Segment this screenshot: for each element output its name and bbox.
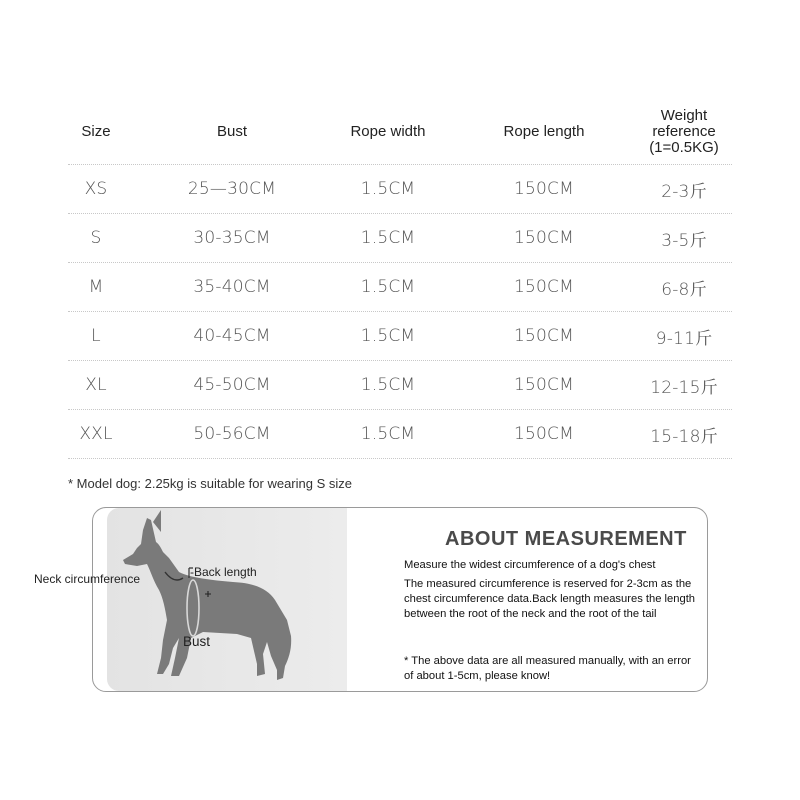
- cell-rope-width: 1.5CM: [360, 375, 416, 395]
- cell-weight: 9-11斤: [655, 328, 713, 349]
- cell-rope-length: 150CM: [514, 375, 574, 395]
- cell-rope-width: 1.5CM: [360, 326, 416, 346]
- cell-bust: 45-50CM: [193, 375, 271, 395]
- header-size: Size: [81, 123, 111, 140]
- about-measurement-title: ABOUT MEASUREMENT: [445, 528, 687, 550]
- table-row: [68, 214, 732, 263]
- cell-size: L: [91, 326, 101, 346]
- measurement-line-2: The measured circumference is reserved for 2-3cm as the chest circumference data.Back length measures the length between the root of the neck and the root of the tail: [404, 578, 696, 620]
- cell-bust: 25—30CM: [187, 179, 277, 199]
- cell-rope-length: 150CM: [514, 228, 574, 248]
- table-header-row: [68, 100, 732, 165]
- cell-bust: 50-56CM: [193, 424, 271, 444]
- cell-weight: 6-8斤: [661, 279, 707, 300]
- cell-rope-width: 1.5CM: [360, 228, 416, 248]
- cell-size: S: [90, 228, 102, 248]
- bust-label: Bust: [183, 634, 211, 649]
- cell-bust: 40-45CM: [193, 326, 271, 346]
- table-row: [68, 361, 732, 410]
- cell-rope-length: 150CM: [514, 424, 574, 444]
- table-row: [68, 410, 732, 459]
- header-rope-width: Rope width: [350, 123, 426, 140]
- cell-size: XS: [84, 179, 108, 199]
- header-weight: [636, 100, 732, 164]
- neck-circumference-label: Neck circumference: [34, 572, 141, 586]
- header-bust: Bust: [216, 123, 247, 140]
- table-row: [68, 165, 732, 214]
- cell-bust: 30-35CM: [193, 228, 271, 248]
- header-weight-line2: reference: [652, 123, 716, 140]
- cell-rope-width: 1.5CM: [360, 277, 416, 297]
- dog-silhouette-icon: [107, 508, 347, 691]
- size-table: [68, 100, 732, 459]
- cell-rope-length: 150CM: [514, 277, 574, 297]
- back-length-label: -Back length: [190, 565, 257, 579]
- cell-size: XL: [85, 375, 107, 395]
- cell-bust: 35-40CM: [193, 277, 271, 297]
- model-dog-note: * Model dog: 2.25kg is suitable for wearing S size: [68, 476, 352, 491]
- cell-weight: 15-18斤: [650, 426, 718, 447]
- cell-rope-length: 150CM: [514, 326, 574, 346]
- cell-weight: 2-3斤: [661, 181, 707, 202]
- cell-size: M: [88, 277, 104, 297]
- cell-rope-length: 150CM: [514, 179, 574, 199]
- header-rope-length: Rope length: [503, 123, 585, 140]
- table-row: [68, 263, 732, 312]
- dog-illustration-area: [107, 508, 347, 691]
- cell-weight: 3-5斤: [661, 230, 707, 251]
- cell-rope-width: 1.5CM: [360, 179, 416, 199]
- header-weight-line1: Weight: [660, 107, 708, 124]
- cell-rope-width: 1.5CM: [360, 424, 416, 444]
- table-row: [68, 312, 732, 361]
- cell-size: XXL: [79, 424, 113, 444]
- header-weight-line3: (1=0.5KG): [649, 139, 719, 156]
- cell-weight: 12-15斤: [650, 377, 718, 398]
- measurement-line-1: Measure the widest circumference of a dog's chest: [404, 559, 656, 571]
- measurement-line-3: * The above data are all measured manually, with an error of about 1-5cm, please know!: [404, 655, 691, 682]
